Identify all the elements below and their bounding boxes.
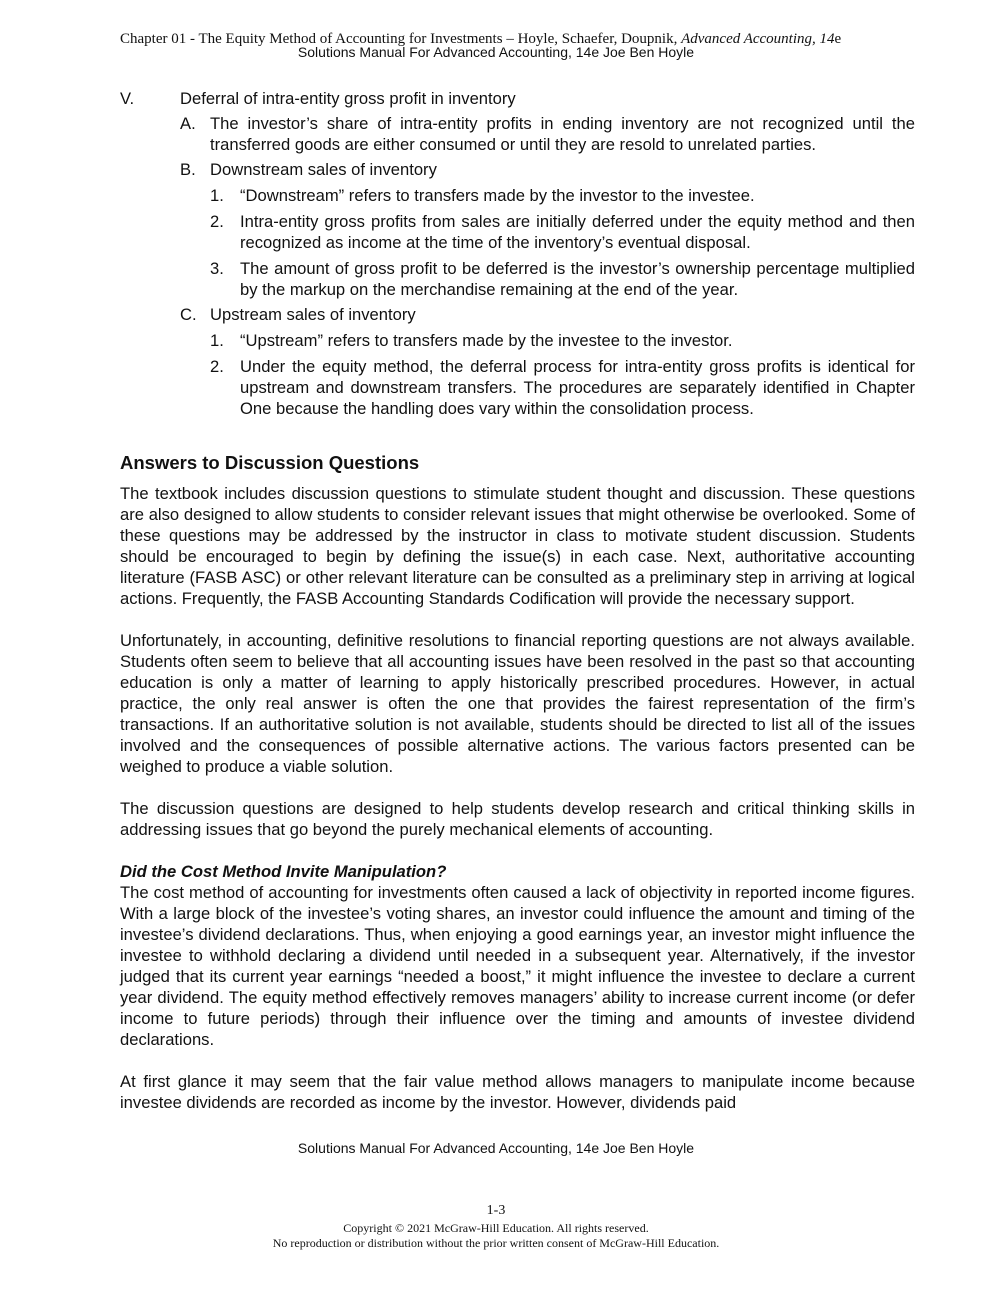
- outline-subitem: [120, 356, 915, 419]
- subitem-text: The amount of gross profit to be deferred is the investor’s ownership percentage multiplied by the markup on the merchandise remaining at the end of the year.: [240, 259, 915, 299]
- paragraph: The cost method of accounting for investments often caused a lack of objectivity in reported income figures. With a large block of the investee’s voting shares, an investor could influence the amount and timing of the investee’s dividend declarations. Thus, when enjoying a good earnings year, an investor might influence the investee to withhold declaring a dividend until needed in a subsequent year. Alternatively, if the investor judged that its current year earnings “needed a boost,” it might influence the investee to declare a current year dividend. The equity method effectively removes managers’ ability to increase current income (or defer income to future periods) through their influence over the timing and amounts of investee dividend declarations.: [120, 883, 915, 1049]
- subitem-number: 2.: [210, 357, 224, 376]
- subitem-text: Intra-entity gross profits from sales are initially deferred under the equity method and then recognized as income at the time of the inventory’s eventual disposal.: [240, 212, 915, 252]
- roman-numeral: V.: [120, 89, 135, 108]
- item-letter: B.: [180, 160, 196, 179]
- outline-item-c: [120, 304, 915, 325]
- outline-item-a: [120, 113, 915, 155]
- subitem-text: Under the equity method, the deferral process for intra-entity gross profits is identical for upstream and downstream transfers. The procedures are separately identified in Chapter One because the handling does vary within the consolidation process.: [240, 357, 915, 418]
- paragraph: The textbook includes discussion questions to stimulate student thought and discussion. These questions are also designed to allow students to consider relevant issues that might otherwise be overlooked. Some of these questions may be addressed by the instructor in class to motivate student discussion. Students should be encouraged to begin by defining the issue(s) in each case. Next, authoritative accounting literature (FASB ASC) or other relevant literature can be consulted as a preliminary step in arriving at logical actions. Frequently, the FASB Accounting Standards Codification will provide the necessary support.: [120, 484, 915, 608]
- item-text: Downstream sales of inventory: [210, 160, 437, 179]
- copyright-line: Copyright © 2021 McGraw-Hill Education. All rights reserved.: [343, 1221, 649, 1235]
- subitem-text: “Downstream” refers to transfers made by the investor to the investee.: [240, 186, 755, 205]
- reproduction-notice: No reproduction or distribution without the prior written consent of McGraw-Hill Education.: [272, 1236, 720, 1250]
- paragraph: Unfortunately, in accounting, definitive resolutions to financial reporting questions are not always available. Students often seem to believe that all accounting issues have been resolved in the past so that accounting education is only a matter of learning to apply historically prescribed procedures. However, in actual practice, the only real answer is often the one that provides the fairest representation of the firm’s transactions. If an authoritative solution is not available, students should be directed to list all of the issues involved and the consequences of possible alternative actions. The various factors presented can be weighed to produce a viable solution.: [120, 631, 915, 776]
- outline-section: [120, 88, 915, 419]
- outline-heading-text: Deferral of intra-entity gross profit in inventory: [180, 89, 516, 108]
- item-letter: A.: [180, 114, 196, 133]
- item-letter: C.: [180, 305, 197, 324]
- paragraph: At first glance it may seem that the fair value method allows managers to manipulate income because investee dividends are recorded as income by the investor. However, dividends paid: [120, 1072, 915, 1112]
- outline-subitem: [120, 258, 915, 300]
- chapter-title: Chapter 01 - The Equity Method of Accounting for Investments – Hoyle, Schaefer, Doupnik,: [120, 31, 682, 47]
- solutions-manual-header: Solutions Manual For Advanced Accounting, 14e Joe Ben Hoyle: [297, 44, 695, 60]
- outline-heading: [120, 88, 915, 109]
- question-heading: Did the Cost Method Invite Manipulation?: [120, 862, 447, 881]
- solutions-manual-footer: Solutions Manual For Advanced Accounting, 14e Joe Ben Hoyle: [297, 1140, 695, 1156]
- page-number: 1-3: [486, 1203, 506, 1218]
- subitem-number: 3.: [210, 259, 224, 278]
- discussion-section: [120, 451, 915, 1134]
- subitem-number: 1.: [210, 186, 224, 205]
- outline-subitem: [120, 211, 915, 253]
- book-title: Advanced Accounting, 14: [681, 31, 835, 47]
- subitem-text: “Upstream” refers to transfers made by the investee to the investor.: [240, 331, 733, 350]
- section-heading: Answers to Discussion Questions: [120, 452, 420, 473]
- copyright-notice: [0, 1221, 992, 1251]
- item-text: The investor’s share of intra-entity profits in ending inventory are not recognized until the transferred goods are either consumed or until they are resold to unrelated parties.: [210, 114, 915, 154]
- outline-subitem: [120, 185, 915, 206]
- item-text: Upstream sales of inventory: [210, 305, 416, 324]
- outline-subitem: [120, 330, 915, 351]
- edition-suffix: e: [834, 31, 842, 47]
- subitem-number: 1.: [210, 331, 224, 350]
- paragraph: The discussion questions are designed to help students develop research and critical thinking skills in addressing issues that go beyond the purely mechanical elements of accounting.: [120, 799, 915, 839]
- outline-item-b: [120, 159, 915, 180]
- subitem-number: 2.: [210, 212, 224, 231]
